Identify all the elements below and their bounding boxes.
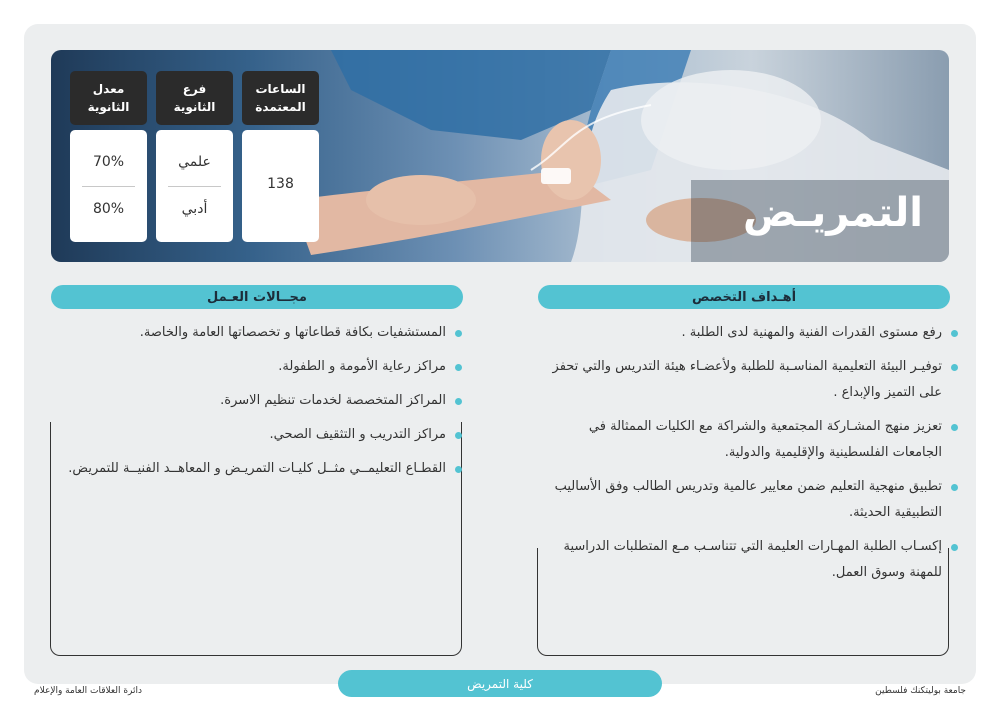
list-item-text: توفيـر البيئة التعليمية المناسـبة للطلبة ولأعضـاء هيئة التدريس والتي تحفز على التميز والإبداع . bbox=[552, 359, 942, 400]
list-item-text: القطـاع التعليمــي مثــل كليـات التمريـض و المعاهــد الفنيــة للتمريض. bbox=[68, 461, 446, 476]
bullet-icon bbox=[951, 424, 958, 431]
bullet-icon bbox=[951, 484, 958, 491]
divider bbox=[168, 186, 221, 187]
divider bbox=[82, 186, 135, 187]
average-header: معدل الثانوية bbox=[70, 71, 147, 125]
department-name: دائرة العلاقات العامة والإعلام bbox=[34, 686, 143, 696]
bullet-icon bbox=[951, 364, 958, 371]
bullet-icon bbox=[455, 466, 462, 473]
list-item-text: المستشفيات بكافة قطاعاتها و تخصصاتها العامة والخاصة. bbox=[139, 325, 446, 340]
branch-box bbox=[156, 130, 233, 242]
bullet-icon bbox=[951, 544, 958, 551]
list-item bbox=[60, 354, 462, 380]
list-item-text: مراكز رعاية الأمومة و الطفولة. bbox=[278, 359, 446, 374]
list-item bbox=[60, 320, 462, 346]
list-item bbox=[60, 388, 462, 414]
average-value-literary: 80% bbox=[92, 201, 125, 217]
bullet-icon bbox=[951, 330, 958, 337]
branch-value-literary: أدبي bbox=[181, 201, 208, 217]
average-value-scientific: 70% bbox=[92, 154, 125, 170]
average-box bbox=[70, 130, 147, 242]
goals-title: أهـداف التخصص bbox=[538, 285, 950, 309]
bullet-icon bbox=[455, 398, 462, 405]
bullet-icon bbox=[455, 330, 462, 337]
list-item bbox=[548, 414, 958, 466]
major-title: التمريـض bbox=[742, 190, 923, 236]
list-item-text: تطبيق منهجية التعليم ضمن معايير عالمية وتدريس الطالب وفق الأساليب التطبيقية الحديثة. bbox=[554, 479, 942, 520]
list-item-text: المراكز المتخصصة لخدمات تنظيم الاسرة. bbox=[220, 393, 446, 408]
credit-hours-box bbox=[242, 130, 319, 242]
list-item bbox=[60, 422, 462, 448]
fields-list bbox=[60, 320, 462, 490]
branch-value-scientific: علمي bbox=[178, 154, 211, 170]
list-item bbox=[548, 354, 958, 406]
list-item bbox=[548, 534, 958, 586]
list-item bbox=[60, 456, 462, 482]
university-name: جامعة بوليتكنك فلسطين bbox=[875, 686, 966, 696]
list-item bbox=[548, 474, 958, 526]
credit-hours-header: الساعات المعتمدة bbox=[242, 71, 319, 125]
list-item-text: إكسـاب الطلبة المهـارات العليمة التي تتناسـب مـع المتطلبات الدراسية للمهنة وسوق العمل. bbox=[563, 539, 942, 580]
list-item-text: رفع مستوى القدرات الفنية والمهنية لدى الطلبة . bbox=[681, 325, 942, 340]
branch-header: فرع الثانوية bbox=[156, 71, 233, 125]
bullet-icon bbox=[455, 432, 462, 439]
credit-hours-value: 138 bbox=[267, 176, 294, 192]
bullet-icon bbox=[455, 364, 462, 371]
list-item-text: مراكز التدريب و التثقيف الصحي. bbox=[269, 427, 446, 442]
list-item-text: تعزيز منهج المشـاركة المجتمعية والشراكة مع الكليات الممثالة في الجامعات الفلسطينية والإقليمية والدولية. bbox=[588, 419, 942, 460]
fields-title: مجــالات العـمل bbox=[51, 285, 463, 309]
goals-list bbox=[548, 320, 958, 594]
college-name-pill: كلية التمريض bbox=[338, 670, 662, 697]
list-item bbox=[548, 320, 958, 346]
